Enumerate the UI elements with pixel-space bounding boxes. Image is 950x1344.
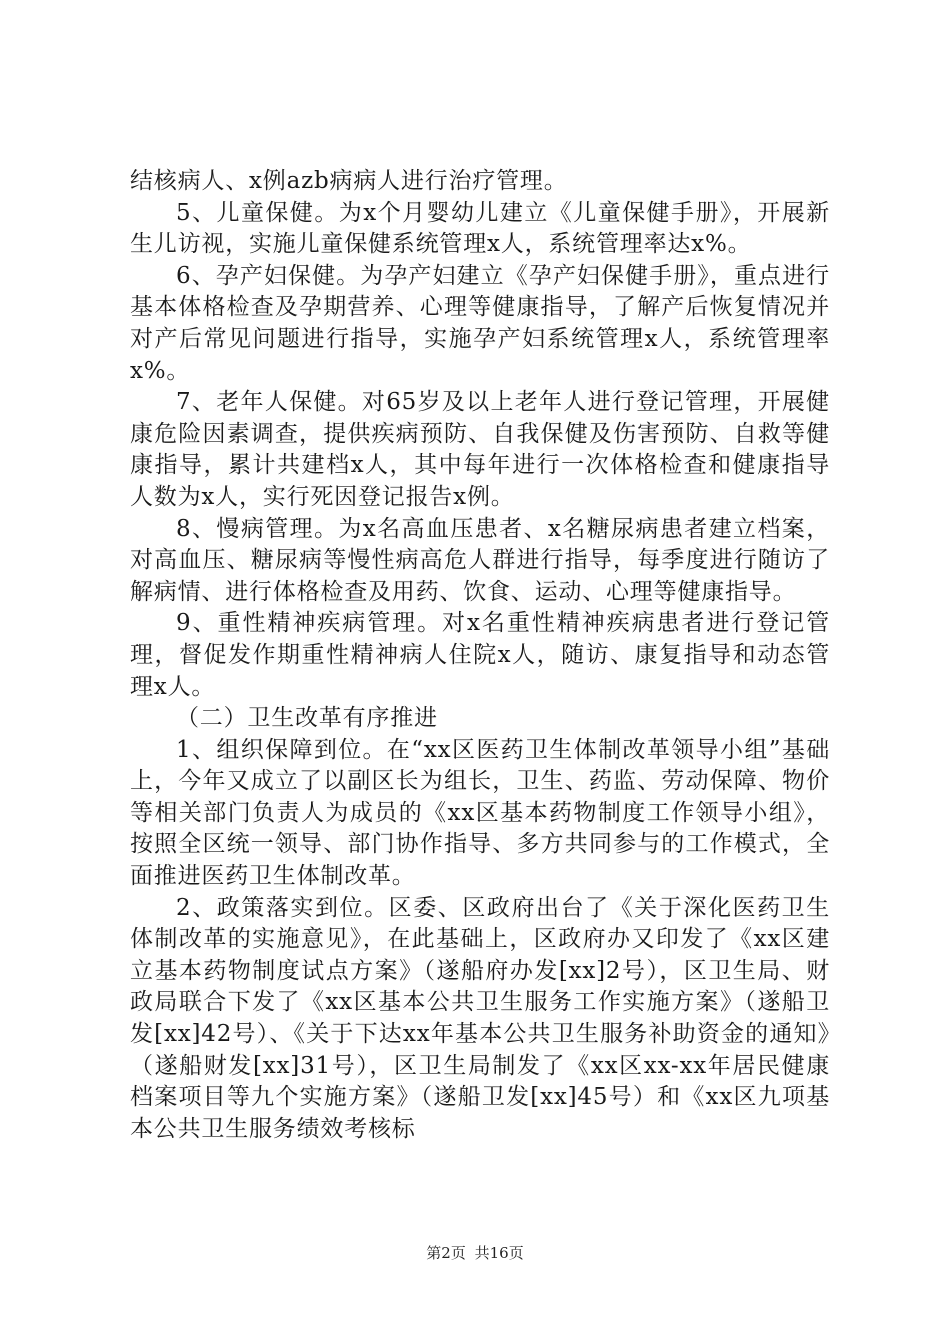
paragraph-continued: 结核病人、x例azb病病人进行治疗管理。 bbox=[130, 168, 568, 194]
paragraph-organization: 1、组织保障到位。在“xx区医药卫生体制改革领导小组”基础上，今年又成立了以副区长为组长，卫生、药监、劳动保障、物价等相关部门负责人为成员的《xx区基本药物制度工作领导小组》，按照全区统一领导、部门协作指导、多方共同参与的工作模式，全面推进医药卫生体制改革。 bbox=[130, 736, 830, 890]
paragraph-elderly-health: 7、老年人保健。对65岁及以上老年人进行登记管理，开展健康危险因素调查，提供疾病预防、自我保健及伤害预防、自救等健康指导，累计共建档x人，其中每年进行一次体格检查和健康指导人数为x人，实行死因登记报告x例。 bbox=[130, 389, 830, 510]
paragraph-policy: 2、政策落实到位。区委、区政府出台了《关于深化医药卫生体制改革的实施意见》，在此基础上，区政府办又印发了《xx区建立基本药物制度试点方案》（遂船府办发[xx]2号），区卫生局、财政局联合下发了《xx区基本公共卫生服务工作实施方案》（遂船卫发[xx]42号）、《关于下达xx年基本公共卫生服务补助资金的通知》（遂船财发[xx]31号），区卫生局制发了《xx区xx-xx年居民健康档案项目等九个实施方案》（遂船卫发[xx]45号）和《xx区九项基本公共卫生服务绩效考核标 bbox=[130, 894, 830, 1142]
paragraph-maternal-health: 6、孕产妇保健。为孕产妇建立《孕产妇保健手册》，重点进行基本体格检查及孕期营养、心理等健康指导，了解产后恢复情况并对产后常见问题进行指导，实施孕产妇系统管理x人，系统管理率x%。 bbox=[130, 262, 830, 384]
page-footer bbox=[0, 1242, 950, 1263]
page-total: 共16页 bbox=[474, 1244, 524, 1262]
section-heading-reform: （二）卫生改革有序推进 bbox=[176, 705, 438, 732]
paragraph-child-health: 5、儿童保健。为x个月婴幼儿建立《儿童保健手册》，开展新生儿访视，实施儿童保健系统管理x人，系统管理率达x%。 bbox=[130, 199, 830, 258]
paragraph-mental-illness: 9、重性精神疾病管理。对x名重性精神疾病患者进行登记管理，督促发作期重性精神病人住院x人，随访、康复指导和动态管理x人。 bbox=[130, 610, 830, 700]
document-body bbox=[130, 166, 830, 1145]
paragraph-chronic-disease: 8、慢病管理。为x名高血压患者、x名糖尿病患者建立档案，对高血压、糖尿病等慢性病高危人群进行指导，每季度进行随访了解病情、进行体格检查及用药、饮食、运动、心理等健康指导。 bbox=[130, 515, 830, 605]
page-number: 第2页 bbox=[426, 1244, 466, 1262]
